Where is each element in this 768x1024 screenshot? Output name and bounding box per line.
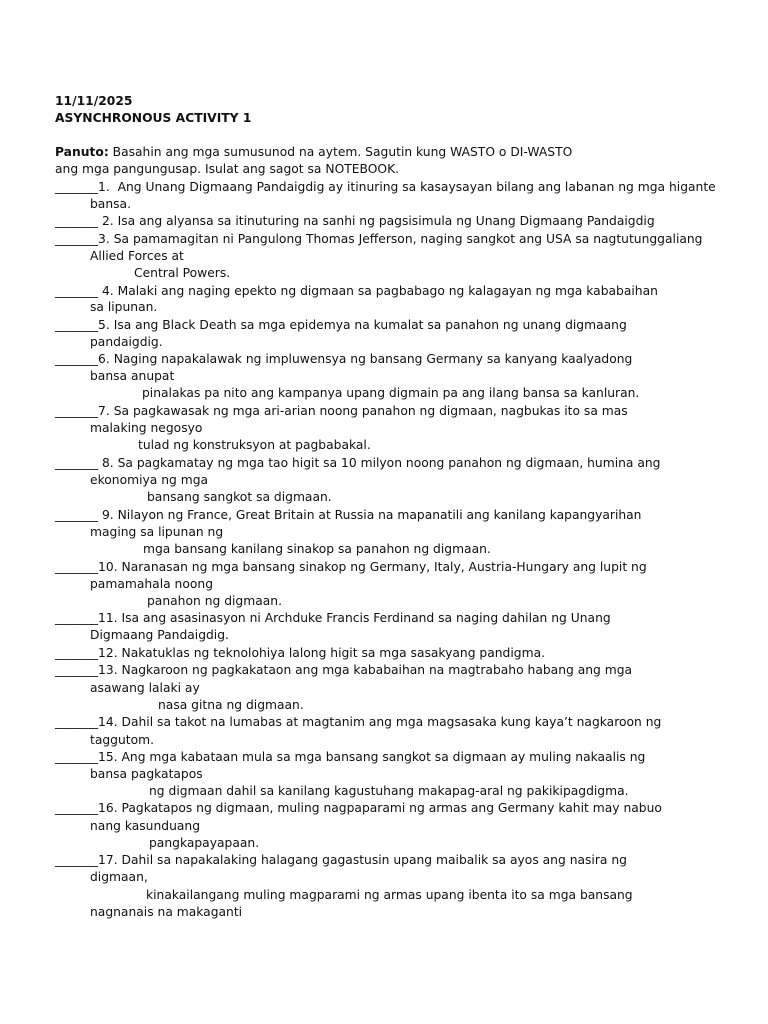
item-text-continued: nasa gitna ng digmaan. [158,698,304,712]
item-text-continued: ekonomiya ng mga [90,473,209,487]
item-text: 13. Nagkaroon ng pagkakataon ang mga kababaihan na magtrabaho habang ang mga [98,663,633,677]
instructions-line-2: ang mga pangungusap. Isulat ang sagot sa NOTEBOOK. [55,162,400,176]
answer-blank: _______ [55,284,99,298]
item-text-continued: taggutom. [90,733,154,747]
instructions-label: Panuto: [55,145,109,159]
item-text-continued: panahon ng digmaan. [147,594,282,608]
answer-blank: _______ [55,456,99,470]
item-text: 2. Isa ang alyansa sa itinuturing na sanhi ng pagsisimula ng Unang Digmaang Pandaigdig [98,214,655,228]
item-text: 6. Naging napakalawak ng impluwensya ng bansang Germany sa kanyang kaalyadong [98,352,633,366]
list-item [55,801,662,815]
answer-blank: _______ [55,611,99,625]
item-text-continued: pinalakas pa nito ang kampanya upang digmain pa ang ilang bansa sa kanluran. [142,386,640,400]
list-item [55,663,632,677]
answer-blank: _______ [55,404,99,418]
item-text-continued: nagnanais na makaganti [90,905,243,919]
answer-blank: _______ [55,318,99,332]
item-text-continued: Digmaang Pandaigdig. [90,628,229,642]
item-text: 16. Pagkatapos ng digmaan, muling nagpaparami ng armas ang Germany kahit may nabuo [98,801,662,815]
answer-blank: _______ [55,853,99,867]
item-text-continued: asawang lalaki ay [90,681,200,695]
activity-title: ASYNCHRONOUS ACTIVITY 1 [55,111,252,125]
date: 11/11/2025 [55,94,133,108]
answer-blank: _______ [55,352,99,366]
list-item [55,853,627,867]
instructions-text-1: Basahin ang mga sumusunod na aytem. Sagutin kung WASTO o DI-WASTO [108,145,573,159]
item-text: 1. Ang Unang Digmaang Pandaigdig ay itinuring sa kasaysayan bilang ang labanan ng mga higante [98,180,716,194]
list-item [55,715,661,729]
item-text-continued: malaking negosyo [90,421,203,435]
item-text-continued: maging sa lipunan ng [90,525,224,539]
item-text-continued: nang kasunduang [90,819,201,833]
item-text-continued: ng digmaan dahil sa kanilang kagustuhang makapag-aral ng pakikipagdigma. [149,784,629,798]
answer-blank: _______ [55,180,99,194]
list-item [55,318,627,332]
item-text: 14. Dahil sa takot na lumabas at magtanim ang mga magsasaka kung kaya’t nagkaroon ng [98,715,662,729]
list-item [55,214,655,228]
item-text-continued: pandaigdig. [90,335,163,349]
item-text: 3. Sa pamamagitan ni Pangulong Thomas Jefferson, naging sangkot ang USA sa nagtutunggaliang [98,232,703,246]
instructions-line-1 [55,145,572,159]
item-text-continued: bansa anupat [90,369,175,383]
item-text-continued: bansa pagkatapos [90,767,203,781]
list-item [55,180,716,194]
item-text: 11. Isa ang asasinasyon ni Archduke Francis Ferdinand sa naging dahilan ng Unang [98,611,611,625]
item-text-continued: sa lipunan. [90,300,158,314]
item-text: 15. Ang mga kabataan mula sa mga bansang sangkot sa digmaan ay muling nakaalis ng [98,750,646,764]
item-text: 4. Malaki ang naging epekto ng digmaan sa pagbabago ng kalagayan ng mga kababaihan [98,284,658,298]
answer-blank: _______ [55,663,99,677]
item-text: 9. Nilayon ng France, Great Britain at Russia na mapanatili ang kanilang kapangyarihan [98,508,642,522]
item-text: 5. Isa ang Black Death sa mga epidemya na kumalat sa panahon ng unang digmaang [98,318,627,332]
answer-blank: _______ [55,715,99,729]
list-item [55,456,661,470]
item-text-continued: kinakailangang muling magparami ng armas upang ibenta ito sa mga bansang [146,888,633,902]
answer-blank: _______ [55,214,99,228]
answer-blank: _______ [55,560,99,574]
list-item [55,284,658,298]
item-text-continued: tulad ng konstruksyon at pagbabakal. [138,438,371,452]
answer-blank: _______ [55,750,99,764]
item-text-continued: pamamahala noong [90,577,213,591]
item-text-continued: Central Powers. [134,266,231,280]
list-item [55,404,628,418]
list-item [55,611,611,625]
list-item [55,508,641,522]
item-text: 7. Sa pagkawasak ng mga ari-arian noong panahon ng digmaan, nagbukas ito sa mas [98,404,628,418]
item-text: 17. Dahil sa napakalaking halagang gagastusin upang maibalik sa ayos ang nasira ng [98,853,627,867]
item-text-continued: Allied Forces at [90,249,184,263]
list-item [55,646,545,660]
answer-blank: _______ [55,801,99,815]
item-text-continued: bansang sangkot sa digmaan. [147,490,332,504]
list-item [55,352,632,366]
item-text: 8. Sa pagkamatay ng mga tao higit sa 10 milyon noong panahon ng digmaan, humina ang [98,456,661,470]
item-text-continued: mga bansang kanilang sinakop sa panahon ng digmaan. [143,542,491,556]
list-item [55,560,647,574]
list-item [55,750,645,764]
answer-blank: _______ [55,232,99,246]
item-text: 12. Nakatuklas ng teknolohiya lalong higit sa mga sasakyang pandigma. [98,646,546,660]
answer-blank: _______ [55,508,99,522]
answer-blank: _______ [55,646,99,660]
item-text: 10. Naranasan ng mga bansang sinakop ng Germany, Italy, Austria-Hungary ang lupit ng [98,560,647,574]
list-item [55,232,703,246]
item-text-continued: digmaan, [90,870,148,884]
item-text-continued: bansa. [90,197,131,211]
item-text-continued: pangkapayapaan. [149,836,260,850]
